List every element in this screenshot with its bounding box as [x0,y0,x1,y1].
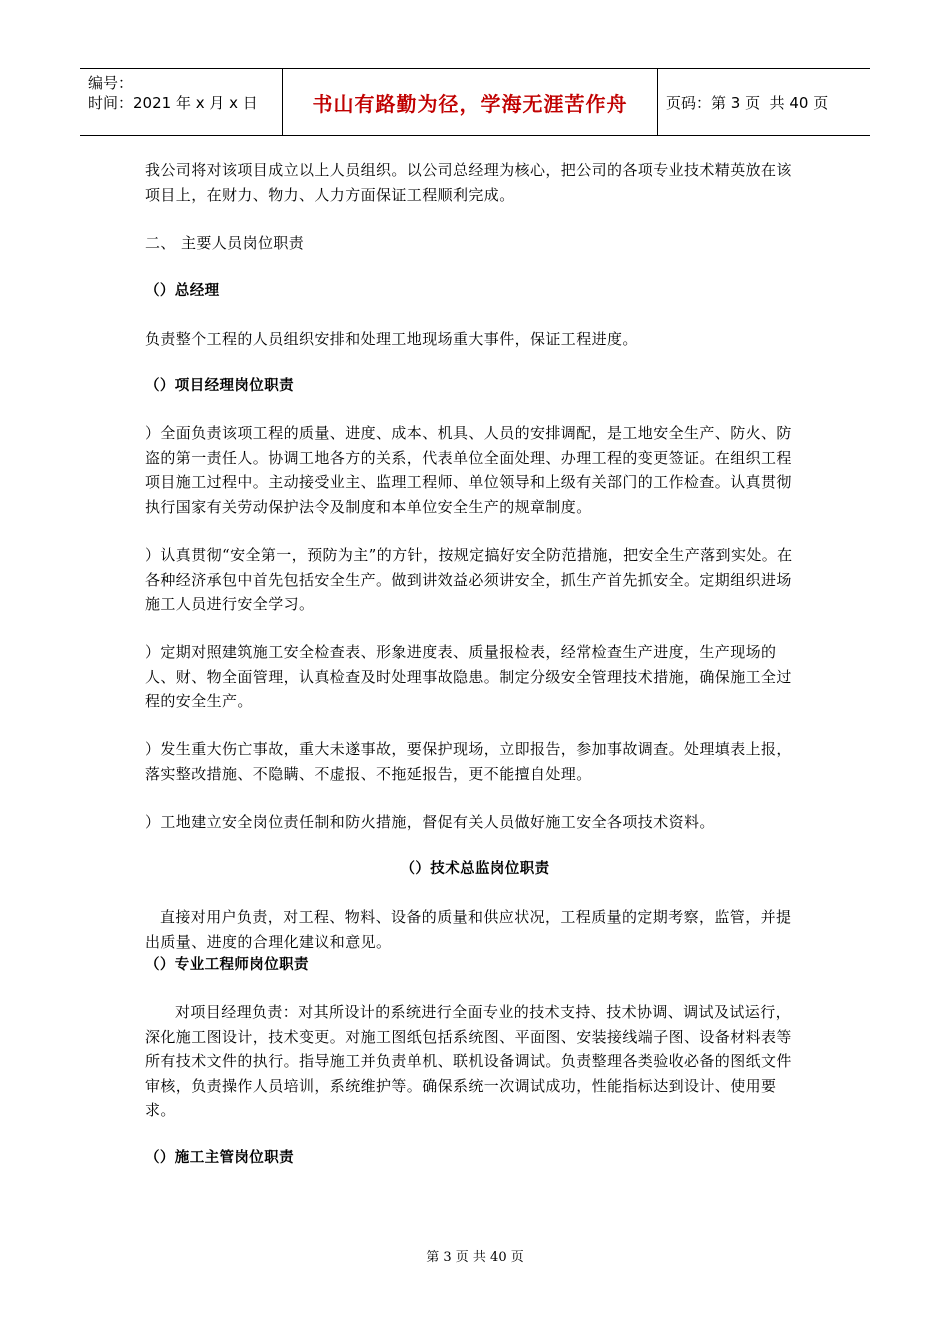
page-header [80,68,870,136]
page-footer: 第 3 页 共 40 页 [426,1250,524,1265]
intro-paragraph: 我公司将对该项目成立以上人员组织。以公司总经理为核心，把公司的各项专业技术精英放在该项目上，在财力、物力、人力方面保证工程顺利完成。 [145,161,792,204]
pm-item-2: ）认真贯彻“安全第一，预防为主”的方针，按规定搞好安全防范措施，把安全生产落到实处。在各种经济承包中首先包括安全生产。做到讲效益必须讲安全，抓生产首先抓安全。定期组织进场施工人员进行安全学习。 [145,546,793,613]
section2-title: 二、 主要人员岗位职责 [145,234,305,252]
pm-item-1: ）全面负责该项工程的质量、进度、成本、机具、人员的安排调配，是工地安全生产、防火、防盗的第一责任人。协调工地各方的关系，代表单位全面处理、办理工程的变更签证。在组织工程项目施工过程中。主动接受业主、监理工程师、单位领导和上级有关部门的工作检查。认真贯彻执行国家有关劳动保护法令及制度和本单位安全生产的规章制度。 [145,424,792,516]
tech-title: （）技术总监岗位职责 [400,861,550,877]
header-page-label: 页码：第 3 页 共 40 页 [666,93,829,112]
site-title: （）施工主管岗位职责 [145,1150,294,1166]
document-time-label: 时间：2021 年 x 月 x 日 [88,94,258,112]
pm-title: （）项目经理岗位职责 [145,378,294,394]
pm-item-5: ）工地建立安全岗位责任制和防火措施，督促有关人员做好施工安全各项技术资料。 [145,813,715,831]
document-number-label: 编号： [88,74,134,92]
gm-title: （）总经理 [145,283,220,299]
header-page-cell [658,69,870,135]
pm-item-4: ）发生重大伤亡事故，重大未遂事故，要保护现场，立即报告，参加事故调查。处理填表上报，落实整改措施、不隐瞒、不虚报、不拖延报告，更不能擅自处理。 [145,740,792,783]
eng-body: 对项目经理负责：对其所设计的系统进行全面专业的技术支持、技术协调、调试及试运行，深化施工图设计，技术变更。对施工图纸包括系统图、平面图、安装接线端子图、设备材料表等所有技术文件的执行。指导施工并负责单机、联机设备调试。负责整理各类验收必备的图纸文件审核，负责操作人员培训，系统维护等。确保系统一次调试成功，性能指标达到设计、使用要求。 [145,1003,792,1119]
eng-title: （）专业工程师岗位职责 [145,957,309,973]
header-left-cell [80,69,283,135]
gm-body: 负责整个工程的人员组织安排和处理工地现场重大事件，保证工程进度。 [145,330,638,348]
pm-item-3: ）定期对照建筑施工安全检查表、形象进度表、质量报检表，经常检查生产进度，生产现场的人、财、物全面管理，认真检查及时处理事故隐患。制定分级安全管理技术措施，确保施工全过程的安全生产。 [145,643,792,710]
tech-body: 直接对用户负责，对工程、物料、设备的质量和供应状况，工程质量的定期考察，监管，并提出质量、进度的合理化建议和意见。 [145,908,792,951]
header-motto: 书山有路勤为径，学海无涯苦作舟 [283,69,658,135]
